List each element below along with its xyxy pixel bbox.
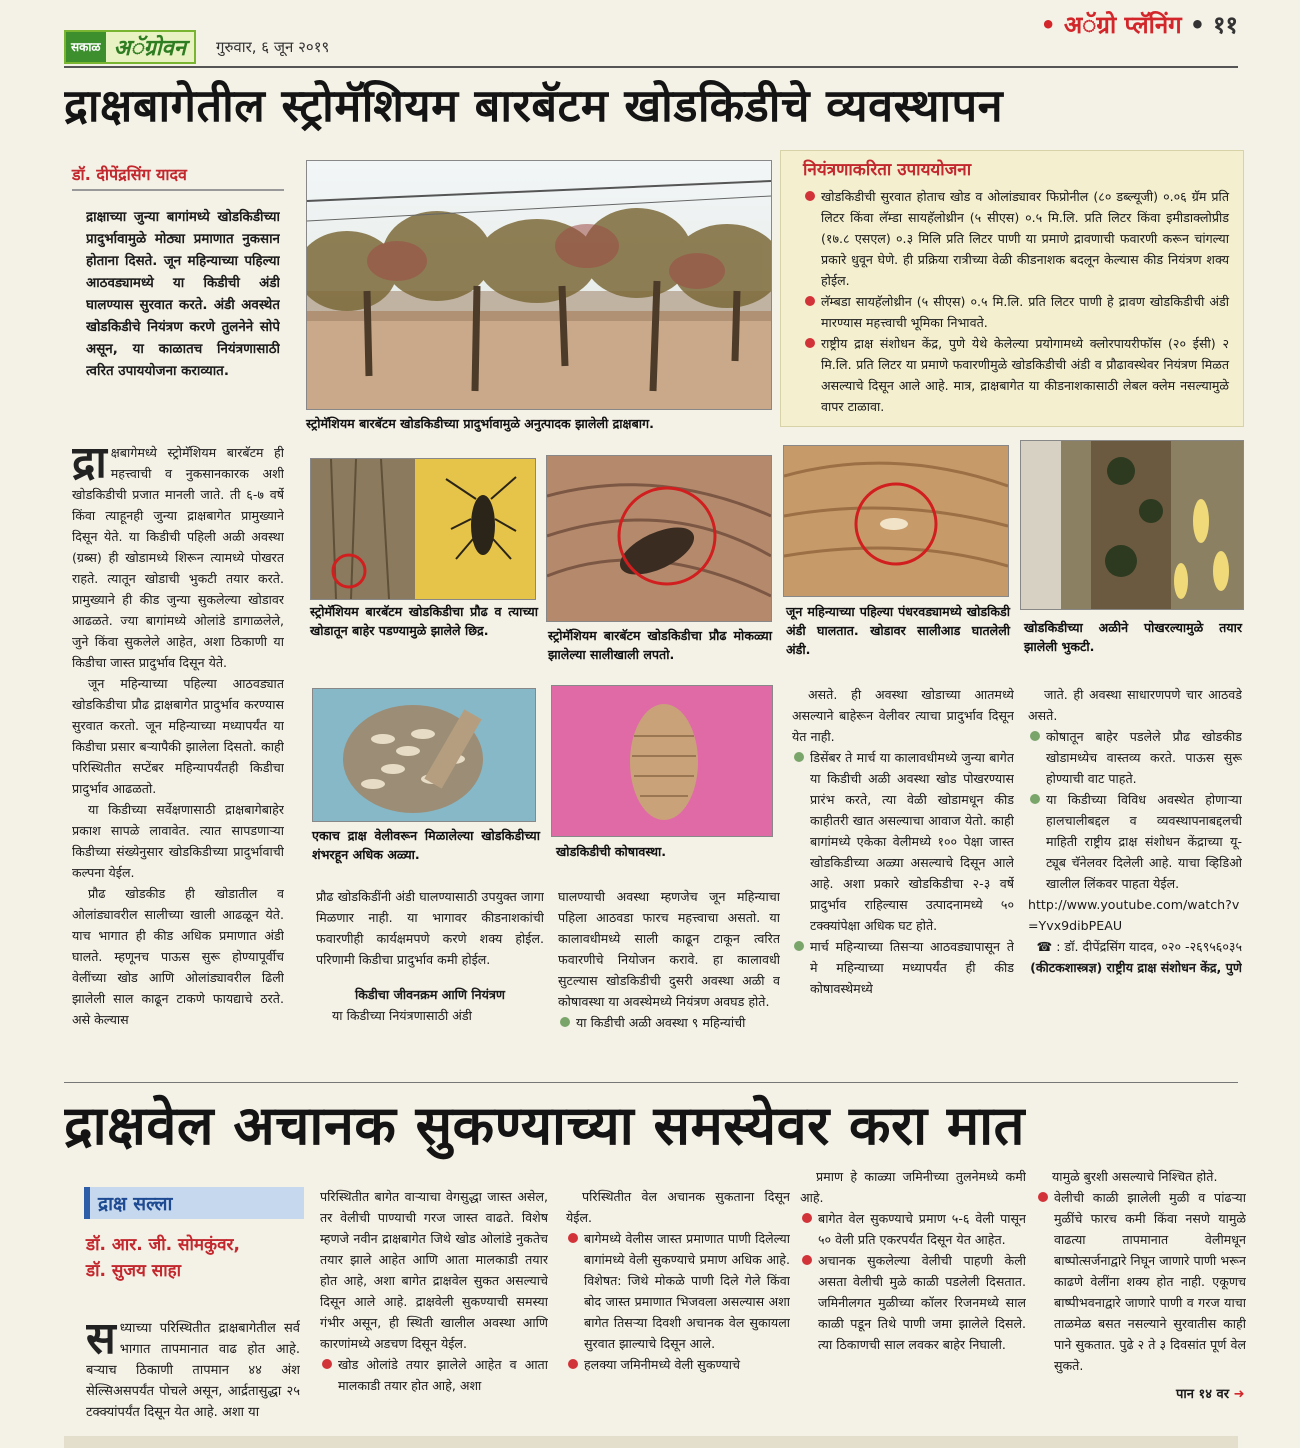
caption-larvae: एकाच द्राक्ष वेलीवरून मिळालेल्या खोडकिडीच्या शंभरहून अधिक अळ्या. (312, 828, 540, 862)
brand-small: सकाळ (66, 32, 106, 62)
article2-col3 (566, 1186, 790, 1430)
control-item: राष्ट्रीय द्राक्ष संशोधन केंद्र, पुणे येथे केलेल्या प्रयोगामध्ये क्लोरपायरीफॉस (२० ईसी) २ मि.लि. प्रति लिटर या प्रमाणे फवारणीमुळे खोडकिडीची अंडी व प्रौढावस्थेवर नियंत्रण मिळत असल्याचे दिसून आले आहे. मात्र, द्राक्षबागेत या कीडनाशकासाठी लेबल क्लेम नसल्यामुळे वापर टाळावा. (803, 333, 1229, 417)
a2-col3-b2: हलक्या जमिनीमध्ये वेली सुकण्याचे (566, 1354, 790, 1375)
rightcol2-b2: या किडीच्या विविध अवस्थेत होणाऱ्या हालचालीबद्दल व व्यवस्थापनाबद्दलची माहिती राष्ट्रीय द्राक्ष संशोधन केंद्राच्या यू-ट्यूब चॅनेलवर दिलेली आहे. याचा व्हिडिओ खालील लिंकवर पाहता येईल. (1028, 789, 1242, 894)
section-dot: • (1040, 10, 1056, 39)
affiliation-line: (कीटकशास्त्रज्ञ) राष्ट्रीय द्राक्ष संशोधन केंद्र, पुणे (1030, 960, 1242, 975)
article2-authors (86, 1232, 300, 1284)
control-measures-box (780, 150, 1244, 427)
pupa-photo (551, 685, 773, 837)
a2-col4-p1: प्रमाण हे काळ्या जमिनीच्या तुलनेमध्ये कमी आहे. (800, 1169, 1026, 1205)
continued-on (1176, 1384, 1245, 1402)
lifecycle-subhead: किडीचा जीवनक्रम आणि नियंत्रण (355, 987, 505, 1002)
control-box-body (803, 186, 1229, 417)
col1-p2: जून महिन्याच्या पहिल्या आठवड्यात खोडकिडीचा प्रौढ द्राक्षबागेत प्रादुर्भाव करण्यास सुरवात करतो. जून महिन्याच्या मध्यापर्यंत या किडीचा प्रसार बऱ्यापैकी झालेला दिसतो. काही परिस्थितीत सप्टेंबर महिन्यापर्यंतही किडीचा प्रादुर्भाव आढळतो. (72, 676, 284, 796)
article1-col1 (72, 442, 284, 1064)
col1-p1: क्षबागेमध्ये स्ट्रोमॅशियम बारबॅटम ही महत्त्वाची व नुकसानकारक अशी खोडकिडीची प्रजात मानली जाते. ती ६-७ वर्षे किंवा त्याहूनही जुन्या द्राक्षबागेत प्रामुख्याने दिसून येते. या किडीची पहिली अळी अवस्था (ग्रब्स) ही खोडामध्ये शिरून त्यामध्ये पोखरत राहते. त्यातून खोडाची भुकटी तयार करते. प्रामुख्याने ही कीड जुन्या सुकलेल्या खोडावर आढळते. ज्या बागांमध्ये ओलांडे डागाळलेले, जुने किंवा सुकलेले आहेत, अशा ठिकाणी या किडीचा जास्त प्रादुर्भाव दिसून येते. (72, 445, 284, 670)
article-divider (64, 1082, 1238, 1083)
masthead-rule (64, 66, 1238, 68)
article2-col5 (1036, 1166, 1246, 1416)
section-label: द्राक्ष सल्ला (98, 1193, 173, 1215)
article1-author: डॉ. दीपेंद्रसिंग यादव (72, 163, 284, 191)
bottom-strip (64, 1436, 1238, 1448)
article1-midcol1 (316, 886, 544, 1058)
drop-cap-2: स (86, 1318, 116, 1364)
rightcol1-b2: मार्च महिन्याच्या तिसऱ्या आठवड्यापासून ते मे महिन्याच्या मध्यापर्यंत ही कीड कोषावस्थेमध्ये (792, 936, 1014, 999)
page-number: ११ (1213, 11, 1238, 39)
author-2: डॉ. सुजय साहा (86, 1261, 182, 1281)
youtube-link[interactable]: http://www.youtube.com/watch?v=Yvx9dibPEAU (1028, 897, 1240, 933)
section-name: अॅग्रो प्लॅनिंग (1063, 11, 1182, 39)
rightcol1-b1: डिसेंबर ते मार्च या कालावधीमध्ये जुन्या बागेत या किडीची अळी अवस्था खोड पोखरण्यास प्रारंभ करते, त्या वेळी खोडामधून कीड काहीतरी खात असल्याचा आवाज येतो. काही बागांमध्ये एकेका वेलीमध्ये १०० पेक्षा जास्त खोडकिडीच्या अळ्या असल्याचे दिसून आले आहे. अशा प्रकारे खोडकिडीचा २-३ वर्षे प्रादुर्भाव राहिल्यास उत्पादनामध्ये ५० टक्क्यांपेक्षा अधिक घट होते. (792, 747, 1014, 936)
caption-bark-beetle: स्ट्रोमॅशियम बारबॅटम खोडकिडीचा प्रौढ मोकळ्या झालेल्या सालीखाली लपतो. (548, 628, 772, 662)
col1-p3: या किडीच्या सर्वेक्षणासाठी द्राक्षबागेबाहेर प्रकाश सापळे लावावेत. त्यात सापडणाऱ्या किडीच्या संख्येनुसार खोडकिडीच्या प्रादुर्भावाची कल्पना येईल. (72, 802, 284, 880)
larvae-photo (312, 688, 536, 822)
a2-col4-b2: अचानक सुकलेल्या वेलीची पाहणी केली असता वेलीची मुळे काळी पडलेली दिसतात. जमिनीलगत मुळीच्या कॉलर रिजनमध्ये साल काळी पडून तिथे पाणी जमा झालेले दिसले. त्या ठिकाणची साल लवकर बाहेर निघाली. (800, 1250, 1026, 1355)
section-label-box (84, 1187, 304, 1219)
rightcol2-p1: जाते. ही अवस्था साधारणपणे चार आठवडे असते. (1028, 687, 1242, 723)
caption-pupa: खोडकिडीची कोषावस्था. (556, 844, 667, 859)
article2-col1 (86, 1318, 300, 1430)
control-box-title: नियंत्रणाकरिता उपाययोजना (803, 160, 972, 180)
caption-frass: खोडकिडीच्या अळीने पोखरल्यामुळे तयार झालेली भुकटी. (1024, 620, 1242, 654)
midcol2-p1: घालण्याची अवस्था म्हणजेच जून महिन्याचा पहिला आठवडा फारच महत्त्वाचा असतो. या कालावधीमध्ये साली काढून टाकून त्वरित फवारणीचे नियोजन करावे. हा कालावधी सुटल्यास खोडकिडीची दुसरी अवस्था अळी व कोषावस्था या अवस्थेमध्ये नियंत्रण अवघड होते. (558, 889, 780, 1009)
brand-logo (64, 30, 196, 64)
arrow-right-icon: ➜ (1233, 1387, 1245, 1402)
article1-headline: द्राक्षबागेतील स्ट्रोमॅशियम बारबॅटम खोडकिडीचे व्यवस्थापन (64, 79, 1004, 132)
a2-col4-b1: बागेत वेल सुकण्याचे प्रमाण ५-६ वेली पासून ५० वेली प्रति एकरपर्यंत दिसून येत आहेत. (800, 1208, 1026, 1250)
rightcol2-b1: कोषातून बाहेर पडलेले प्रौढ खोडकीड खोडामध्येच वास्तव्य करते. पाऊस सुरू होण्याची वाट पाहते. (1028, 726, 1242, 789)
midcol1-p2: या किडीच्या नियंत्रणासाठी अंडी (332, 1008, 472, 1023)
eggs-photo (783, 445, 1009, 597)
bark-beetle-photo (546, 455, 772, 622)
vineyard-photo (306, 160, 772, 410)
a2-col2-b1: खोड ओलांडे तयार झालेले आहेत व आता मालकाडी तयार होत आहे, अशा (320, 1354, 548, 1396)
a2-col3-b1: बागेमध्ये वेलीस जास्त प्रमाणात पाणी दिलेल्या बागांमध्ये वेली सुकण्याचे प्रमाण अधिक आहे. विशेषत: जिथे मोकळे पाणी दिले गेले किंवा बोद जास्त प्रमाणात भिजवला असल्यास अशा बागेत तिसऱ्या दिवशी अचानक वेल सुकायला सुरवात झाल्याचे दिसून आले. (566, 1228, 790, 1354)
masthead-right (1041, 8, 1239, 41)
article1-midcol2 (558, 886, 780, 1058)
article1-rightcol1 (792, 684, 1014, 1046)
article2-col4 (800, 1166, 1026, 1430)
article2-col2 (320, 1186, 548, 1430)
section-dot-2: • (1189, 10, 1206, 39)
midcol1-p1: प्रौढ खोडकिडींनी अंडी घालण्यासाठी उपयुक्त जागा मिळणार नाही. या भागावर कीडनाशकांची फवारणीही कार्यक्षमपणे करणे शक्य होईल. परिणामी किडीचा प्रादुर्भाव कमी होईल. (316, 889, 544, 967)
brand-name: अॅग्रोवन (113, 36, 186, 61)
article1-rightcol2 (1028, 684, 1242, 1046)
col1-p4: प्रौढ खोडकीड ही खोडातील व ओलांड्यावरील सालीच्या खाली आढळून येते. याच भागात ही कीड अधिक प्रमाणात अंडी घालते. म्हणूनच पाऊस सुरू होण्यापूर्वीच वेलींच्या खोड आणि ओलांड्यावरील ढिली झालेली साल काढून टाकणे फायद्याचे ठरते. असे केल्यास (72, 886, 284, 1027)
control-item: खोडकिडीची सुरवात होताच खोड व ओलांड्यावर फिप्रोनील (८० डब्ल्यूजी) ०.०६ ग्रॅम प्रति लिटर किंवा लॅम्डा सायहॅलोथ्रीन (५ सीएस) ०.५ मि.लि. प्रति लिटर किंवा इमीडाक्लोप्रीड (१७.८ एसएल) ०.३ मिलि प्रति लिटर पाणी या प्रमाणे द्रावणाची फवारणी करून चांगल्या प्रकारे धुवून घेणे. ही प्रक्रिया रात्रीच्या वेळी कीडनाशक बदलून केल्यास कीड नियंत्रण शक्य होईल. (803, 186, 1229, 291)
drop-cap: द्रा (72, 442, 107, 488)
article2-headline: द्राक्षवेल अचानक सुकण्याच्या समस्येवर करा मात (64, 1094, 1025, 1157)
rightcol1-p1: असते. ही अवस्था खोडाच्या आतमध्ये असल्याने बाहेरून वेलीवर त्याचा प्रादुर्भाव दिसून येत नाही. (792, 687, 1014, 744)
issue-date: गुरुवार, ६ जून २०१९ (216, 38, 330, 56)
masthead-left (64, 30, 329, 64)
midcol2-b1: या किडीची अळी अवस्था ९ महिन्यांची (558, 1012, 780, 1033)
article1-byline-wrap (72, 163, 284, 191)
caption-main-photo: स्ट्रोमॅशियम बारबॅटम खोडकिडीच्या प्रादुर्भावामुळे अनुत्पादक झालेली द्राक्षबाग. (306, 416, 654, 431)
a2-col5-p1: यामुळे बुरशी असल्याचे निश्चित होते. (1052, 1169, 1218, 1184)
beetle-photo (310, 458, 536, 600)
a2-col3-p1: परिस्थितीत वेल अचानक सुकताना दिसून येईल. (566, 1189, 790, 1225)
article1-lead: द्राक्षाच्या जुन्या बागांमध्ये खोडकिडीच्या प्रादुर्भावामुळे मोठ्या प्रमाणात नुकसान होताना दिसते. जून महिन्याच्या पहिल्या आठवड्यामध्ये या किडीची अंडी घालण्यास सुरवात करते. अंडी अवस्थेत खोडकिडीचे नियंत्रण करणे तुलनेने सोपे असून, या काळातच नियंत्रणासाठी त्वरित उपाययोजना कराव्यात. (86, 210, 280, 379)
control-item: लॅम्बडा सायहॅलोथ्रीन (५ सीएस) ०.५ मि.लि. प्रति लिटर पाणी हे द्रावण खोडकिडीची अंडी मारण्यास महत्त्वाची भूमिका निभावते. (803, 291, 1229, 333)
continued-text: पान १४ वर (1176, 1387, 1230, 1402)
caption-eggs: जून महिन्याच्या पहिल्या पंधरवड्यामध्ये खोडकिडी अंडी घालतात. खोडावर सालीआड घातलेली अंडी. (786, 604, 1010, 657)
a2-col2-p1: परिस्थितीत बागेत वाऱ्याचा वेगसुद्धा जास्त असेल, तर वेलीची पाण्याची गरज जास्त वाढते. विशेष म्हणजे नवीन द्राक्षबागेत जिथे खोड ओलांडे नुकतेच तयार झाले आहेत आणि आता मालकाडी तयार होत आहे, अशा बागेत द्राक्षवेल सुकत असल्याचे दिसून आले आहे. द्राक्षवेली सुकण्याची समस्या गंभीर असून, ही स्थिती खालील अवस्था आणि कारणांमध्ये अडचण दिसून येईल. (320, 1189, 548, 1351)
author-1: डॉ. आर. जी. सोमकुंवर, (86, 1235, 240, 1255)
caption-beetle: स्ट्रोमॅशियम बारबॅटम खोडकिडीचा प्रौढ व त्याच्या खोडातून बाहेर पडण्यामुळे झालेले छिद्र. (310, 604, 538, 638)
a2-col5-b1: वेलीची काळी झालेली मुळी व पांढऱ्या मुळींचे फारच कमी किंवा नसणे यामुळे वाढत्या तापमानात वेलीमधून बाष्पोत्सर्जनाद्वारे निघून जाणारे पाणी भरून काढणे वेलींना शक्य होत नाही. एकूणच बाष्पीभवनाद्वारे जाणारे पाणी व गरज याचा ताळमेळ बसत नसल्याने सुरवातीस काही पाने सुकतात. पुढे २ ते ३ दिवसांत पूर्ण वेल सुकते. (1036, 1187, 1246, 1376)
larva-frass-photo (1020, 440, 1244, 610)
contact-line: ☎ : डॉ. दीपेंद्रसिंग यादव, ०२० -२६९५६०३५ (1036, 939, 1242, 954)
a2-col1-p1: ध्याच्या परिस्थितीत द्राक्षबागेतील सर्व भागात तापमानात वाढ होत आहे. बऱ्याच ठिकाणी तापमान ४४ अंश सेल्सिअसपर्यंत पोचले असून, आर्द्रतासुद्धा २५ टक्क्यांपर्यंत दिसून येत आहे. अशा या (86, 1321, 300, 1420)
